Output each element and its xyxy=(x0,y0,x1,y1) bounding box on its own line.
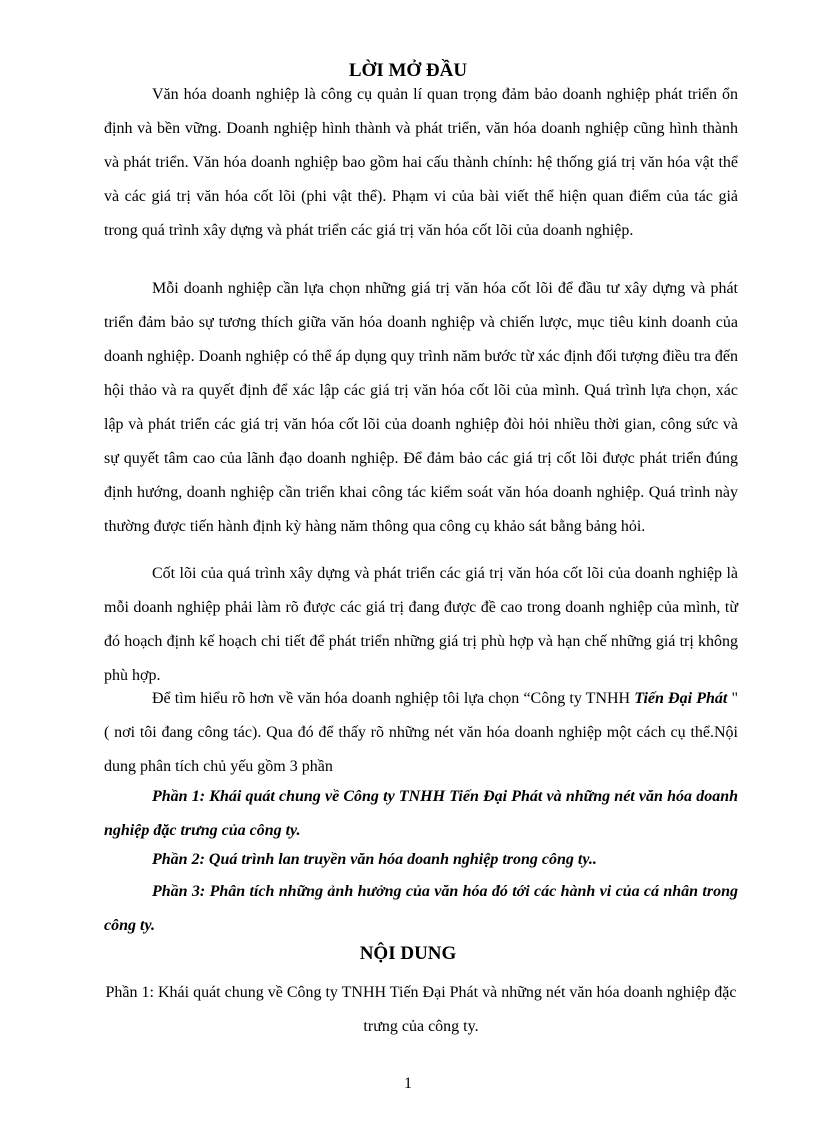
paragraph-4-text-before: Để tìm hiểu rõ hơn về văn hóa doanh nghiệp tôi lựa chọn “Công ty TNHH xyxy=(152,690,635,707)
part-2-summary: Phần 2: Quá trình lan truyền văn hóa doanh nghiệp trong công ty.. xyxy=(152,851,597,868)
content-heading: NỘI DUNG xyxy=(359,943,457,964)
intro-paragraph-4 xyxy=(104,682,738,784)
page-number: 1 xyxy=(404,1075,412,1092)
section-title: Phần 1: Khái quát chung về Công ty TNHH Tiến Đại Phát và những nét văn hóa doanh nghiệp đặc trưng của công ty. xyxy=(105,984,737,1035)
intro-paragraph-1: Văn hóa doanh nghiệp là công cụ quản lí quan trọng đảm bảo doanh nghiệp phát triển ổn định và bền vững. Doanh nghiệp hình thành và phát triển, văn hóa doanh nghiệp cũng hình thành và phát triển. Văn hóa doanh nghiệp bao gồm hai cấu thành chính: hệ thống giá trị văn hóa vật thể và các giá trị văn hóa cốt lõi (phi vật thể). Phạm vi của bài viết thể hiện quan điểm của tác giả trong quá trình xây dựng và phát triển các giá trị văn hóa cốt lõi của doanh nghiệp. xyxy=(104,86,738,239)
part-3-summary: Phần 3: Phân tích những ảnh hưởng của văn hóa đó tới các hành vi của cá nhân trong công ty. xyxy=(104,883,738,934)
intro-paragraph-3: Cốt lõi của quá trình xây dựng và phát triển các giá trị văn hóa cốt lõi của doanh nghiệp là mỗi doanh nghiệp phải làm rõ được các giá trị đang được đề cao trong doanh nghiệp của mình, từ đó hoạch định kế hoạch chi tiết để phát triển những giá trị phù hợp và hạn chế những giá trị không phù hợp. xyxy=(104,565,738,684)
paragraph-4-text-after: "( nơi tôi đang công tác). Qua đó để thấy rõ những nét văn hóa doanh nghiệp một cách cụ thể.Nội dung phân tích chủ yếu gồm 3 phần xyxy=(104,690,739,775)
part-1-summary: Phần 1: Khái quát chung về Công ty TNHH Tiến Đại Phát và những nét văn hóa doanh nghiệp đặc trưng của công ty. xyxy=(104,788,738,839)
company-name: Tiến Đại Phát xyxy=(634,690,728,707)
intro-paragraph-2: Mỗi doanh nghiệp cần lựa chọn những giá trị văn hóa cốt lõi để đầu tư xây dựng và phát triển đảm bảo sự tương thích giữa văn hóa doanh nghiệp và chiến lược, mục tiêu kinh doanh của doanh nghiệp. Doanh nghiệp có thể áp dụng quy trình năm bước từ xác định đối tượng điều tra đến hội thảo và ra quyết định để xác lập các giá trị văn hóa cốt lõi của mình. Quá trình lựa chọn, xác lập và phát triển các giá trị văn hóa cốt lõi của doanh nghiệp đòi hỏi nhiều thời gian, công sức và sự quyết tâm cao của lãnh đạo doanh nghiệp. Để đảm bảo các giá trị cốt lõi được phát triển đúng định hướng, doanh nghiệp cần triển khai công tác kiểm soát văn hóa doanh nghiệp. Quá trình này thường được tiến hành định kỳ hàng năm thông qua công cụ khảo sát bằng bảng hỏi. xyxy=(104,280,738,535)
page-title: LỜI MỞ ĐẦU xyxy=(348,60,468,81)
